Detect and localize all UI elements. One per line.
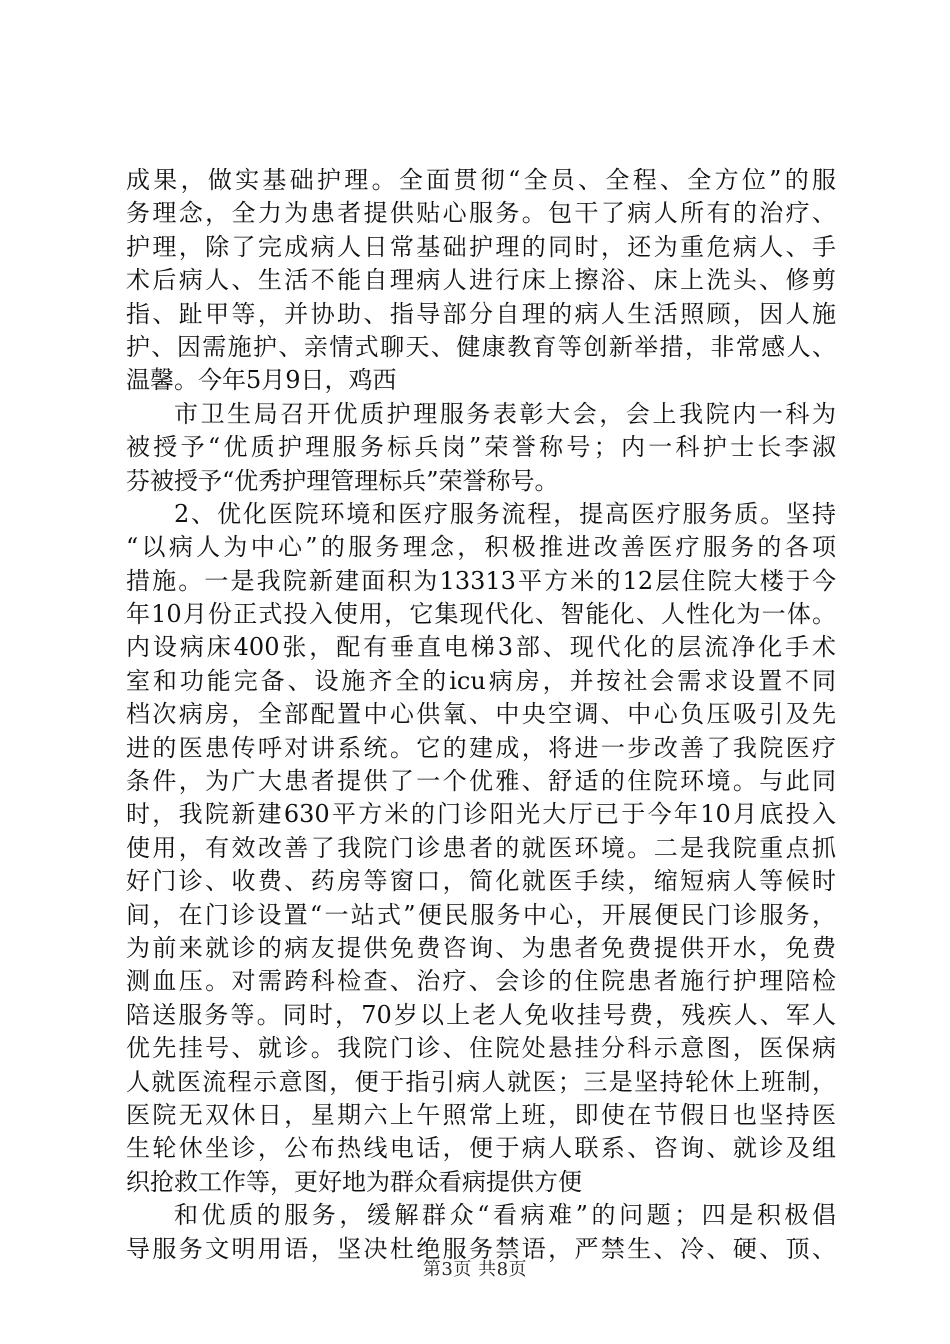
- text-line: 生轮休坐诊，公布热线电话，便于病人联系、咨询、就诊及组: [126, 1134, 836, 1163]
- text-line: 务理念，全力为患者提供贴心服务。包干了病人所有的治疗、: [126, 199, 836, 228]
- text-line: 2、优化医院环境和医疗服务流程，提高医疗服务质。坚持: [174, 499, 836, 528]
- text-line: 市卫生局召开优质护理服务表彰大会，会上我院内一科为: [174, 399, 836, 428]
- text-line: 室和功能完备、设施齐全的icu病房，并按社会需求设置不同: [126, 666, 836, 695]
- text-line: 优先挂号、就诊。我院门诊、住院处悬挂分科示意图，医保病: [126, 1034, 836, 1063]
- paragraph: [126, 498, 836, 1199]
- paragraph: [126, 164, 836, 398]
- text-line: 条件，为广大患者提供了一个优雅、舒适的住院环境。与此同: [126, 767, 836, 796]
- text-line: 时，我院新建630平方米的门诊阳光大厅已于今年10月底投入: [126, 800, 836, 829]
- document-body: [126, 164, 836, 1266]
- text-line: 导服务文明用语，坚决杜绝服务禁语，严禁生、冷、硬、顶、: [126, 1234, 836, 1263]
- text-line: 使用，有效改善了我院门诊患者的就医环境。二是我院重点抓: [126, 833, 836, 862]
- text-line: 年10月份正式投入使用，它集现代化、智能化、人性化为一体。: [126, 600, 836, 629]
- text-line: 测血压。对需跨科检查、治疗、会诊的住院患者施行护理陪检: [126, 967, 836, 996]
- text-line: 指、趾甲等，并协助、指导部分自理的病人生活照顾，因人施: [126, 299, 836, 328]
- text-line: 陪送服务等。同时，70岁以上老人免收挂号费，残疾人、军人: [126, 1000, 836, 1029]
- text-line: 护、因需施护、亲情式聊天、健康教育等创新举措，非常感人、: [126, 332, 836, 361]
- text-line: 为前来就诊的病友提供免费咨询、为患者免费提供开水，免费: [126, 933, 836, 962]
- text-line: 和优质的服务，缓解群众“看病难”的问题；四是积极倡: [174, 1201, 836, 1230]
- text-line: 术后病人、生活不能自理病人进行床上擦浴、床上洗头、修剪: [126, 266, 836, 295]
- text-line: “以病人为中心”的服务理念，积极推进改善医疗服务的各项: [126, 533, 836, 562]
- text-line: 医院无双休日，星期六上午照常上班，即使在节假日也坚持医: [126, 1100, 836, 1129]
- text-line: 内设病床400张，配有垂直电梯3部、现代化的层流净化手术: [126, 633, 836, 662]
- text-line: 被授予“优质护理服务标兵岗”荣誉称号；内一科护士长李淑: [126, 433, 836, 462]
- text-line: 人就医流程示意图，便于指引病人就医；三是坚持轮休上班制，: [126, 1067, 836, 1096]
- text-line: 档次病房，全部配置中心供氧、中央空调、中心负压吸引及先: [126, 700, 836, 729]
- text-line: 芬被授予“优秀护理管理标兵”荣誉称号。: [126, 466, 559, 495]
- text-line: 进的医患传呼对讲系统。它的建成，将进一步改善了我院医疗: [126, 733, 836, 762]
- text-line: 护理，除了完成病人日常基础护理的同时，还为重危病人、手: [126, 232, 836, 261]
- text-line: 好门诊、收费、药房等窗口，简化就医手续，缩短病人等候时: [126, 867, 836, 896]
- text-line: 间，在门诊设置“一站式”便民服务中心，开展便民门诊服务，: [126, 900, 836, 929]
- page-footer: 第3页 共8页: [422, 1259, 528, 1280]
- text-line: 措施。一是我院新建面积为13313平方米的12层住院大楼于今: [126, 566, 836, 595]
- text-line: 温馨。今年5月9日，鸡西: [126, 366, 397, 395]
- text-line: 织抢救工作等，更好地为群众看病提供方便: [126, 1167, 582, 1196]
- paragraph: [126, 398, 836, 498]
- text-line: 成果，做实基础护理。全面贯彻“全员、全程、全方位”的服: [126, 166, 836, 194]
